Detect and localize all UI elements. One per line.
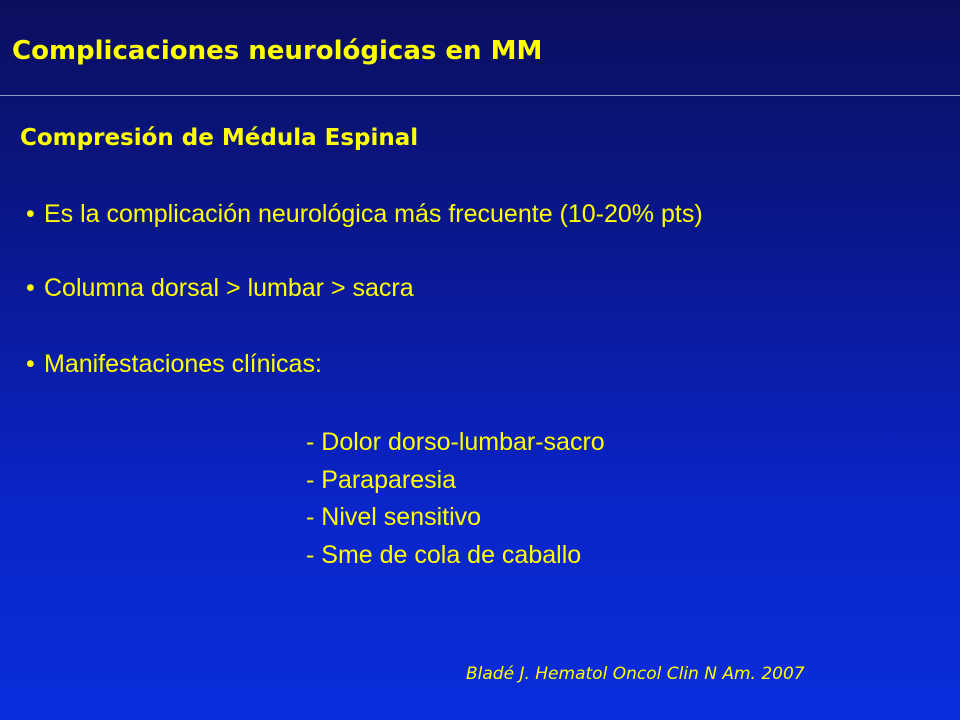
- bullet-marker: •: [26, 350, 35, 378]
- bullet-text: Columna dorsal > lumbar > sacra: [44, 274, 414, 302]
- section-heading: Compresión de Médula Espinal: [20, 125, 419, 151]
- sub-item-dolor: - Dolor dorso-lumbar-sacro: [306, 428, 605, 456]
- citation: Bladé J. Hematol Oncol Clin N Am. 2007: [466, 664, 805, 684]
- slide-title: Complicaciones neurológicas en MM: [12, 36, 543, 66]
- bullet-marker: •: [26, 200, 35, 228]
- bullet-marker: •: [26, 274, 35, 302]
- bullet-item-manifestations: [26, 350, 322, 379]
- title-divider: [0, 95, 960, 96]
- bullet-item-frequency: [26, 200, 703, 229]
- bullet-text: Es la complicación neurológica más frecuente (10-20% pts): [44, 200, 703, 228]
- sub-item-cola-de-caballo: - Sme de cola de caballo: [306, 540, 582, 569]
- bullet-text: Manifestaciones clínicas:: [44, 350, 322, 378]
- sub-item-paraparesia: - Paraparesia: [306, 465, 457, 494]
- sub-item-nivel-sensitivo: - Nivel sensitivo: [306, 503, 482, 531]
- clinical-manifestations-list: [306, 424, 605, 574]
- bullet-item-location: [26, 274, 414, 303]
